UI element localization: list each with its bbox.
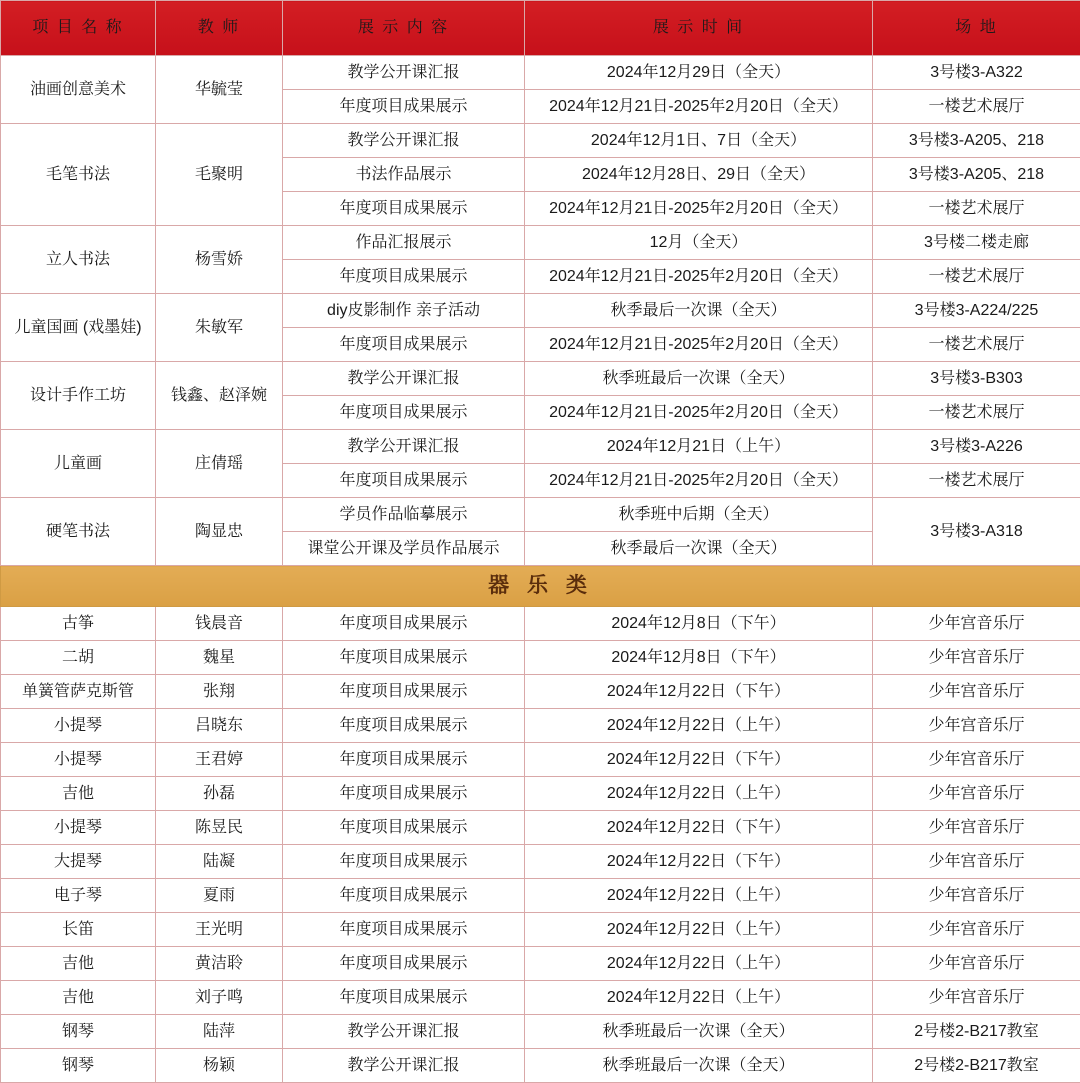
cell-teacher: 陆萍	[156, 1015, 283, 1049]
cell-content: 教学公开课汇报	[283, 1015, 525, 1049]
cell-place: 一楼艺术展厅	[873, 464, 1080, 498]
cell-project-name: 长笛	[1, 913, 156, 947]
cell-time: 秋季班最后一次课（全天）	[525, 1049, 873, 1083]
column-header-teacher	[156, 1, 283, 56]
column-header-place	[873, 1, 1080, 56]
cell-place: 3号楼3-A205、218	[873, 158, 1080, 192]
cell-place: 3号楼3-A318	[873, 498, 1080, 566]
cell-content: 教学公开课汇报	[283, 1049, 525, 1083]
table-row	[1, 1015, 1080, 1049]
cell-time: 2024年12月29日（全天）	[525, 56, 873, 90]
cell-content: 年度项目成果展示	[283, 328, 525, 362]
cell-content: 年度项目成果展示	[283, 90, 525, 124]
cell-teacher: 吕晓东	[156, 709, 283, 743]
table-header	[1, 1, 1080, 56]
header-label-place: 场 地	[875, 18, 1078, 38]
cell-place: 少年宫音乐厅	[873, 981, 1080, 1015]
cell-place: 少年宫音乐厅	[873, 607, 1080, 641]
cell-place: 2号楼2-B217教室	[873, 1015, 1080, 1049]
cell-content: 年度项目成果展示	[283, 981, 525, 1015]
table-row	[1, 743, 1080, 777]
table-row	[1, 56, 1080, 90]
cell-content: 教学公开课汇报	[283, 124, 525, 158]
table-row	[1, 226, 1080, 260]
cell-time: 2024年12月21日-2025年2月20日（全天）	[525, 260, 873, 294]
table-row	[1, 947, 1080, 981]
cell-teacher: 钱鑫、赵泽婉	[156, 362, 283, 430]
cell-content: 年度项目成果展示	[283, 811, 525, 845]
cell-teacher: 陈昱民	[156, 811, 283, 845]
cell-content: 年度项目成果展示	[283, 709, 525, 743]
cell-place: 3号楼3-A224/225	[873, 294, 1080, 328]
cell-project-name: 儿童国画 (戏墨娃)	[1, 294, 156, 362]
cell-project-name: 小提琴	[1, 709, 156, 743]
cell-content: 年度项目成果展示	[283, 641, 525, 675]
cell-content: 年度项目成果展示	[283, 464, 525, 498]
cell-time: 2024年12月21日-2025年2月20日（全天）	[525, 192, 873, 226]
table-row	[1, 879, 1080, 913]
cell-place: 少年宫音乐厅	[873, 879, 1080, 913]
cell-place: 少年宫音乐厅	[873, 947, 1080, 981]
cell-time: 2024年12月22日（下午）	[525, 811, 873, 845]
table-row	[1, 607, 1080, 641]
table-row	[1, 430, 1080, 464]
cell-place: 少年宫音乐厅	[873, 743, 1080, 777]
cell-place: 少年宫音乐厅	[873, 811, 1080, 845]
cell-content: 年度项目成果展示	[283, 260, 525, 294]
cell-teacher: 王光明	[156, 913, 283, 947]
section-label: 器 乐 类	[1, 566, 1080, 607]
column-header-content	[283, 1, 525, 56]
cell-project-name: 小提琴	[1, 743, 156, 777]
cell-teacher: 王君婷	[156, 743, 283, 777]
cell-time: 2024年12月22日（下午）	[525, 675, 873, 709]
cell-time: 2024年12月22日（上午）	[525, 709, 873, 743]
cell-place: 3号楼3-A205、218	[873, 124, 1080, 158]
cell-content: 教学公开课汇报	[283, 430, 525, 464]
header-label-project-name: 项 目 名 称	[3, 18, 153, 38]
table-row	[1, 124, 1080, 158]
cell-place: 2号楼2-B217教室	[873, 1049, 1080, 1083]
table-row	[1, 981, 1080, 1015]
section-header-row	[1, 566, 1080, 607]
cell-teacher: 魏星	[156, 641, 283, 675]
cell-place: 3号楼3-A226	[873, 430, 1080, 464]
cell-content: 年度项目成果展示	[283, 777, 525, 811]
cell-content: 教学公开课汇报	[283, 362, 525, 396]
table-row	[1, 498, 1080, 532]
cell-time: 秋季班最后一次课（全天）	[525, 362, 873, 396]
table-row	[1, 811, 1080, 845]
cell-content: 书法作品展示	[283, 158, 525, 192]
table-row	[1, 641, 1080, 675]
header-label-teacher: 教 师	[158, 18, 280, 38]
table-row	[1, 845, 1080, 879]
cell-project-name: 立人书法	[1, 226, 156, 294]
table-row	[1, 362, 1080, 396]
cell-project-name: 油画创意美术	[1, 56, 156, 124]
cell-place: 少年宫音乐厅	[873, 777, 1080, 811]
cell-time: 2024年12月1日、7日（全天）	[525, 124, 873, 158]
cell-content: 作品汇报展示	[283, 226, 525, 260]
cell-place: 一楼艺术展厅	[873, 396, 1080, 430]
cell-time: 12月（全天）	[525, 226, 873, 260]
cell-content: 年度项目成果展示	[283, 675, 525, 709]
cell-teacher: 张翔	[156, 675, 283, 709]
cell-time: 秋季班最后一次课（全天）	[525, 1015, 873, 1049]
cell-teacher: 孙磊	[156, 777, 283, 811]
header-label-time: 展 示 时 间	[527, 18, 870, 38]
cell-project-name: 古筝	[1, 607, 156, 641]
cell-time: 2024年12月22日（下午）	[525, 845, 873, 879]
cell-project-name: 设计手作工坊	[1, 362, 156, 430]
cell-time: 2024年12月21日-2025年2月20日（全天）	[525, 464, 873, 498]
cell-time: 2024年12月21日-2025年2月20日（全天）	[525, 328, 873, 362]
table-row	[1, 913, 1080, 947]
cell-time: 秋季最后一次课（全天）	[525, 294, 873, 328]
cell-project-name: 钢琴	[1, 1049, 156, 1083]
cell-place: 一楼艺术展厅	[873, 328, 1080, 362]
cell-project-name: 小提琴	[1, 811, 156, 845]
cell-time: 2024年12月8日（下午）	[525, 641, 873, 675]
header-label-content: 展 示 内 容	[285, 18, 522, 38]
cell-time: 秋季班中后期（全天）	[525, 498, 873, 532]
cell-time: 2024年12月22日（上午）	[525, 947, 873, 981]
cell-project-name: 电子琴	[1, 879, 156, 913]
cell-teacher: 黄洁聆	[156, 947, 283, 981]
cell-content: 年度项目成果展示	[283, 879, 525, 913]
cell-time: 2024年12月22日（上午）	[525, 981, 873, 1015]
cell-teacher: 杨颖	[156, 1049, 283, 1083]
cell-content: 课堂公开课及学员作品展示	[283, 532, 525, 566]
cell-teacher: 陶显忠	[156, 498, 283, 566]
cell-project-name: 硬笔书法	[1, 498, 156, 566]
cell-project-name: 钢琴	[1, 1015, 156, 1049]
cell-project-name: 单簧管萨克斯管	[1, 675, 156, 709]
cell-time: 2024年12月22日（上午）	[525, 913, 873, 947]
column-header-project-name	[1, 1, 156, 56]
cell-project-name: 吉他	[1, 981, 156, 1015]
cell-project-name: 大提琴	[1, 845, 156, 879]
cell-teacher: 毛聚明	[156, 124, 283, 226]
cell-project-name: 毛笔书法	[1, 124, 156, 226]
cell-place: 3号楼3-B303	[873, 362, 1080, 396]
cell-time: 2024年12月8日（下午）	[525, 607, 873, 641]
cell-place: 一楼艺术展厅	[873, 260, 1080, 294]
table-row	[1, 294, 1080, 328]
cell-time: 2024年12月21日-2025年2月20日（全天）	[525, 396, 873, 430]
table-row	[1, 675, 1080, 709]
cell-content: 年度项目成果展示	[283, 743, 525, 777]
table-row	[1, 777, 1080, 811]
cell-content: 年度项目成果展示	[283, 947, 525, 981]
cell-teacher: 杨雪娇	[156, 226, 283, 294]
cell-teacher: 华毓莹	[156, 56, 283, 124]
cell-time: 2024年12月21日（上午）	[525, 430, 873, 464]
cell-content: 年度项目成果展示	[283, 913, 525, 947]
table-body	[1, 56, 1080, 1083]
cell-teacher: 庄倩瑶	[156, 430, 283, 498]
header-row	[1, 1, 1080, 56]
cell-time: 2024年12月22日（上午）	[525, 879, 873, 913]
cell-content: 年度项目成果展示	[283, 396, 525, 430]
column-header-time	[525, 1, 873, 56]
cell-content: diy皮影制作 亲子活动	[283, 294, 525, 328]
cell-teacher: 夏雨	[156, 879, 283, 913]
cell-teacher: 朱敏军	[156, 294, 283, 362]
cell-place: 少年宫音乐厅	[873, 845, 1080, 879]
cell-content: 学员作品临摹展示	[283, 498, 525, 532]
cell-content: 教学公开课汇报	[283, 56, 525, 90]
cell-project-name: 吉他	[1, 947, 156, 981]
cell-place: 少年宫音乐厅	[873, 913, 1080, 947]
cell-place: 3号楼二楼走廊	[873, 226, 1080, 260]
cell-place: 少年宫音乐厅	[873, 641, 1080, 675]
cell-project-name: 吉他	[1, 777, 156, 811]
table-row	[1, 1049, 1080, 1083]
cell-time: 2024年12月21日-2025年2月20日（全天）	[525, 90, 873, 124]
cell-place: 少年宫音乐厅	[873, 675, 1080, 709]
cell-project-name: 二胡	[1, 641, 156, 675]
cell-time: 2024年12月28日、29日（全天）	[525, 158, 873, 192]
cell-content: 年度项目成果展示	[283, 607, 525, 641]
cell-time: 秋季最后一次课（全天）	[525, 532, 873, 566]
cell-teacher: 陆凝	[156, 845, 283, 879]
cell-content: 年度项目成果展示	[283, 192, 525, 226]
cell-time: 2024年12月22日（下午）	[525, 743, 873, 777]
cell-content: 年度项目成果展示	[283, 845, 525, 879]
cell-teacher: 钱晨音	[156, 607, 283, 641]
cell-teacher: 刘子鸣	[156, 981, 283, 1015]
cell-place: 3号楼3-A322	[873, 56, 1080, 90]
cell-time: 2024年12月22日（上午）	[525, 777, 873, 811]
cell-place: 少年宫音乐厅	[873, 709, 1080, 743]
cell-place: 一楼艺术展厅	[873, 192, 1080, 226]
cell-place: 一楼艺术展厅	[873, 90, 1080, 124]
cell-project-name: 儿童画	[1, 430, 156, 498]
table-row	[1, 709, 1080, 743]
